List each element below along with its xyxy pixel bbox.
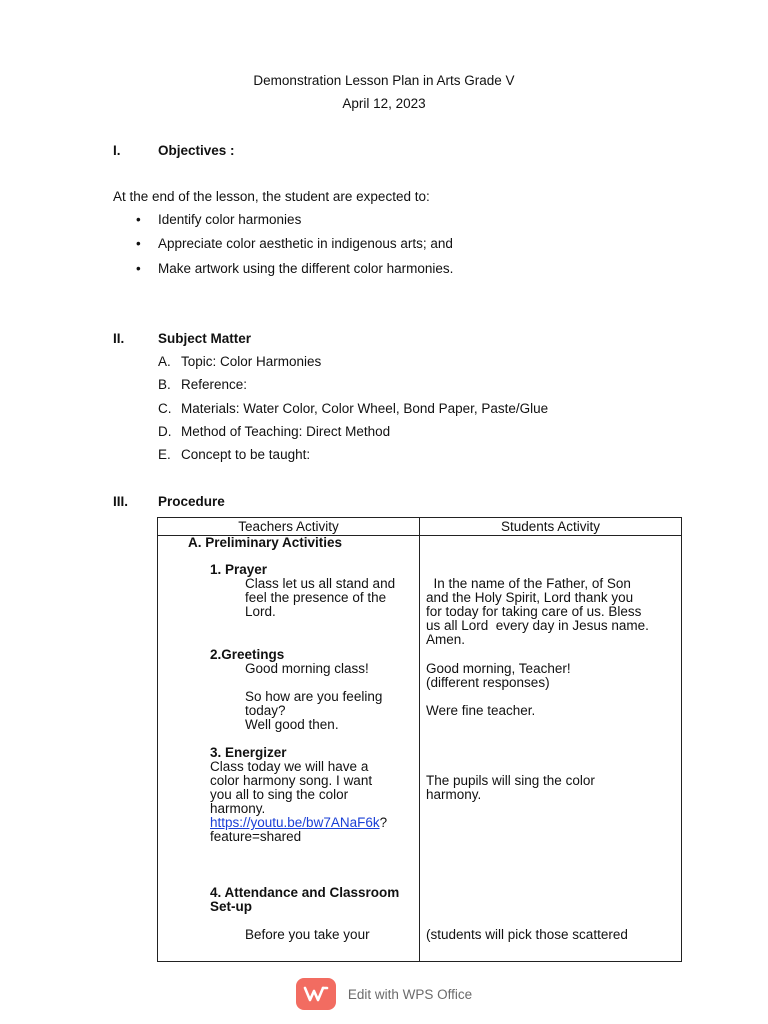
section-heading: A. Preliminary Activities	[188, 535, 343, 550]
objectives-heading: Objectives :	[158, 143, 235, 158]
list-item-letter: C.	[158, 401, 172, 416]
wps-logo-icon	[296, 978, 336, 1010]
list-item-letter: B.	[158, 377, 171, 392]
list-item: Method of Teaching: Direct Method	[181, 424, 391, 439]
wps-office-banner[interactable]	[0, 978, 768, 1010]
objectives-intro: At the end of the lesson, the student are expected to:	[113, 189, 430, 204]
student-activity-cell: In the name of the Father, of Son and the Holy Spirit, Lord thank you for today for taking care of us. Bless us all Lord every day in Jesus name. Amen. Good morning, Teacher! (different responses) Were fine teacher. The pupils will sing the color harmony. (students will pick those scattered	[420, 536, 682, 962]
objectives-numeral: I.	[113, 143, 121, 158]
teacher-activity-cell: A. Preliminary Activities 1. Prayer Class let us all stand and feel the presence of the Lord. 2.Greetings Good morning class! So how are you feeling today? Well good then. 3. Energizer Class today we will have a color harmony song. I want you all to sing the color harmony. https://youtu.be/bw7ANaF6k? feature=shared 4. Attendance and Classroom Set-up Before you take your	[158, 536, 420, 962]
list-item: Reference:	[181, 377, 248, 392]
energizer-heading: 3. Energizer	[210, 745, 287, 760]
subject-numeral: II.	[113, 331, 125, 346]
table-header-row	[158, 518, 682, 536]
procedure-heading: Procedure	[158, 494, 225, 509]
list-item: Topic: Color Harmonies	[181, 354, 322, 369]
list-item-letter: E.	[158, 447, 171, 462]
prayer-heading: 1. Prayer	[210, 562, 268, 577]
procedure-numeral: III.	[113, 494, 129, 509]
table-row	[158, 536, 682, 962]
list-item-letter: A.	[158, 354, 171, 369]
attendance-heading: 4. Attendance and Classroom	[210, 885, 400, 900]
bullet-icon: •	[136, 236, 141, 251]
column-header-teachers: Teachers Activity	[158, 518, 420, 536]
document-date: April 12, 2023	[342, 96, 426, 111]
list-item-letter: D.	[158, 424, 172, 439]
list-item: Concept to be taught:	[181, 447, 311, 462]
column-header-students: Students Activity	[420, 518, 682, 536]
bullet-icon: •	[136, 261, 141, 276]
subject-heading: Subject Matter	[158, 331, 252, 346]
document-title: Demonstration Lesson Plan in Arts Grade V	[253, 73, 515, 88]
youtube-link[interactable]: https://youtu.be/bw7ANaF6k	[210, 815, 380, 830]
list-item: Materials: Water Color, Color Wheel, Bond Paper, Paste/Glue	[181, 401, 549, 416]
bullet-icon: •	[136, 212, 141, 227]
wps-edit-label: Edit with WPS Office	[347, 986, 473, 1002]
procedure-table	[157, 517, 682, 962]
greetings-heading: 2.Greetings	[210, 647, 285, 662]
